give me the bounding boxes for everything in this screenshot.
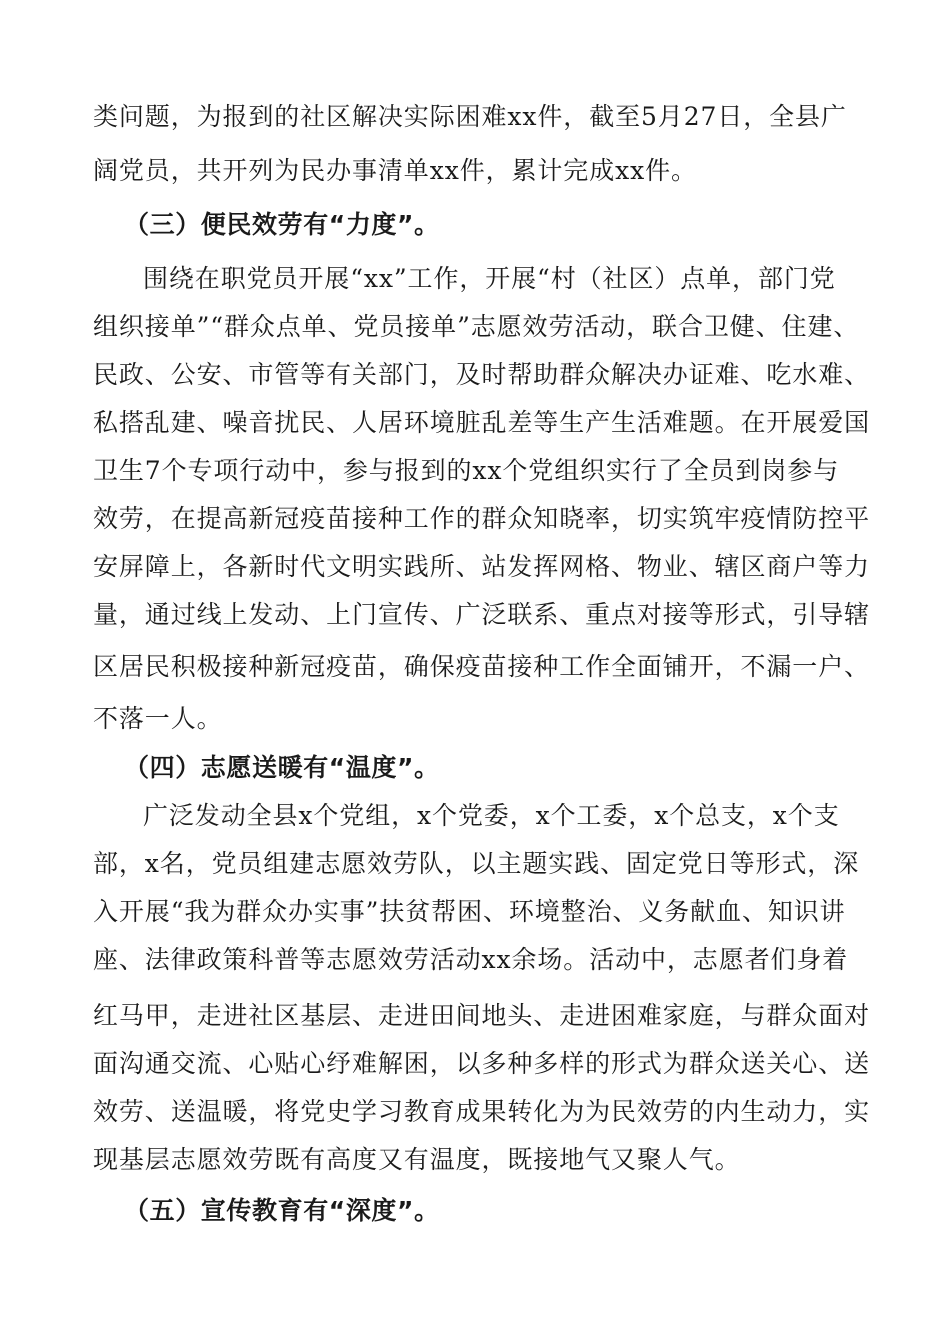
section-3-line-5: 卫生7个专项行动中，参与报到的xx个党组织实行了全员到岗参与 <box>93 456 840 485</box>
section-3-heading: （三）便民效劳有“力度”。 <box>124 210 440 239</box>
section-3-line-4: 私搭乱建、噪音扰民、人居环境脏乱差等生产生活难题。在开展爱国 <box>93 408 871 437</box>
section-4-line-7: 效劳、送温暖，将党史学习教育成果转化为为民效劳的内生动力，实 <box>93 1097 871 1126</box>
section-3-line-2: 组织接单”“群众点单、党员接单”志愿效劳活动，联合卫健、住建、 <box>93 312 860 341</box>
section-3-line-1: 围绕在职党员开展“xx”工作，开展“村（社区）点单，部门党 <box>143 264 836 293</box>
section-4-heading: （四）志愿送暖有“温度”。 <box>124 753 440 782</box>
section-4-line-5: 红马甲，走进社区基层、走进田间地头、走进困难家庭，与群众面对 <box>93 1001 871 1030</box>
section-3-line-10: 不落一人。 <box>93 704 223 733</box>
section-3-line-7: 安屏障上，各新时代文明实践所、站发挥网格、物业、辖区商户等力 <box>93 552 871 581</box>
intro-line-2: 阔党员，共开列为民办事清单xx件，累计完成xx件。 <box>93 156 697 185</box>
section-4-line-4: 座、法律政策科普等志愿效劳活动xx余场。活动中，志愿者们身着 <box>93 945 849 974</box>
intro-line-1: 类问题，为报到的社区解决实际困难xx件，截至5月27日，全县广 <box>93 102 847 131</box>
section-4-line-2: 部，x名，党员组建志愿效劳队，以主题实践、固定党日等形式，深 <box>93 849 860 878</box>
section-3-line-6: 效劳，在提高新冠疫苗接种工作的群众知晓率，切实筑牢疫情防控平 <box>93 504 871 533</box>
section-3-line-3: 民政、公安、市管等有关部门，及时帮助群众解决办证难、吃水难、 <box>93 360 871 389</box>
section-4-line-1: 广泛发动全县x个党组，x个党委，x个工委，x个总支，x个支 <box>143 801 840 830</box>
section-5-heading: （五）宣传教育有“深度”。 <box>124 1196 440 1225</box>
section-4-line-8: 现基层志愿效劳既有高度又有温度，既接地气又聚人气。 <box>93 1145 741 1174</box>
section-4-line-3: 入开展“我为群众办实事”扶贫帮困、环境整治、义务献血、知识讲 <box>93 897 846 926</box>
section-3-line-8: 量，通过线上发动、上门宣传、广泛联系、重点对接等形式，引导辖 <box>93 600 871 629</box>
section-4-line-6: 面沟通交流、心贴心纾难解困，以多种多样的形式为群众送关心、送 <box>93 1049 871 1078</box>
section-3-line-9: 区居民积极接种新冠疫苗，确保疫苗接种工作全面铺开，不漏一户、 <box>93 652 871 681</box>
